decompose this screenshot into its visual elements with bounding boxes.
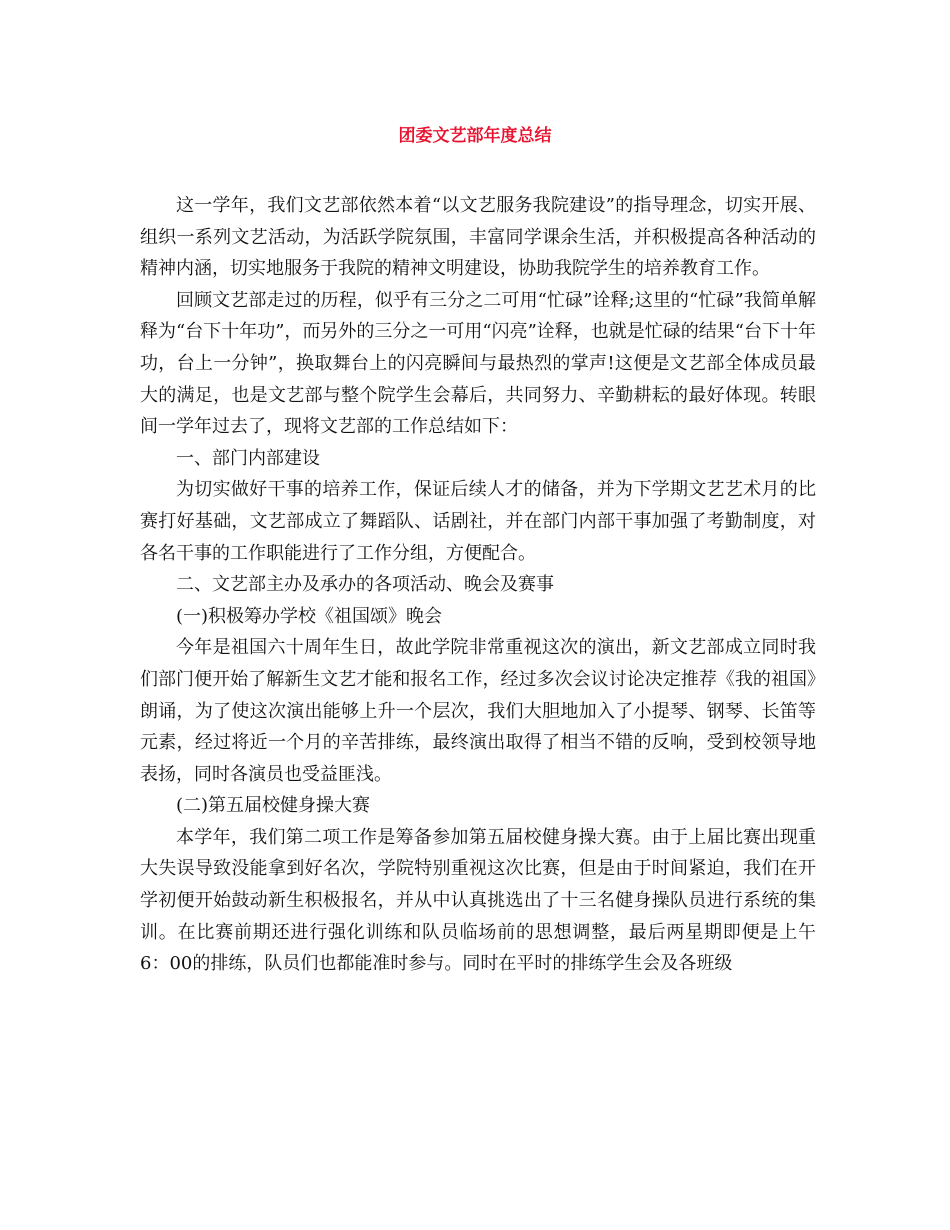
subsection-heading-aerobics: (二)第五届校健身操大赛 — [176, 795, 371, 817]
section-heading-internal: 一、部门内部建设 — [176, 447, 320, 469]
paragraph-review: 回顾文艺部走过的历程，似乎有三分之二可用“忙碌”诠释;这里的“忙碌”我简单解释为“台下十年功”，而另外的三分之一可用“闪亮”诠释，也就是忙碌的结果“台下十年功，台上一分钟”，换取舞台上的闪亮瞬间与最热烈的掌声!这便是文艺部全体成员最大的满足，也是文艺部与整个院学生会幕后，共同努力、辛勤耕耘的最好体现。转眼间一学年过去了，现将文艺部的工作总结如下： — [140, 289, 817, 438]
document-title: 团委文艺部年度总结 — [398, 126, 552, 146]
paragraph-internal: 为切实做好干事的培养工作，保证后续人才的储备，并为下学期文艺艺术月的比赛打好基础，文艺部成立了舞蹈队、话剧社，并在部门内部干事加强了考勤制度，对各名干事的工作职能进行了工作分组，方便配合。 — [140, 479, 816, 564]
paragraph-intro: 这一学年，我们文艺部依然本着“以文艺服务我院建设”的指导理念，切实开展、组织一系列文艺活动，为活跃学院氛围，丰富同学课余生活，并积极提高各种活动的精神内涵，切实地服务于我院的精神文明建设，协助我院学生的培养教育工作。 — [140, 195, 816, 280]
document-body — [140, 190, 816, 980]
paragraph-gala: 今年是祖国六十周年生日，故此学院非常重视这次的演出，新文艺部成立同时我们部门便开始了解新生文艺才能和报名工作，经过多次会议讨论决定推荐《我的祖国》朗诵，为了使这次演出能够上升一个层次，我们大胆地加入了小提琴、钢琴、长笛等元素，经过将近一个月的辛苦排练，最终演出取得了相当不错的反响，受到校领导地表扬，同时各演员也受益匪浅。 — [140, 637, 816, 785]
subsection-heading-gala: (一)积极筹办学校《祖国颂》晚会 — [176, 605, 443, 627]
paragraph-aerobics: 本学年，我们第二项工作是筹备参加第五届校健身操大赛。由于上届比赛出现重大失误导致没能拿到好名次，学院特别重视这次比赛，但是由于时间紧迫，我们在开学初便开始鼓动新生积极报名，并从中认真挑选出了十三名健身操队员进行系统的集训。在比赛前期还进行强化训练和队员临场前的思想调整，最后两星期即便是上午6：00的排练，队员们也都能准时参与。同时在平时的排练学生会及各班级 — [140, 826, 816, 975]
section-heading-activities: 二、文艺部主办及承办的各项活动、晚会及赛事 — [176, 574, 554, 596]
